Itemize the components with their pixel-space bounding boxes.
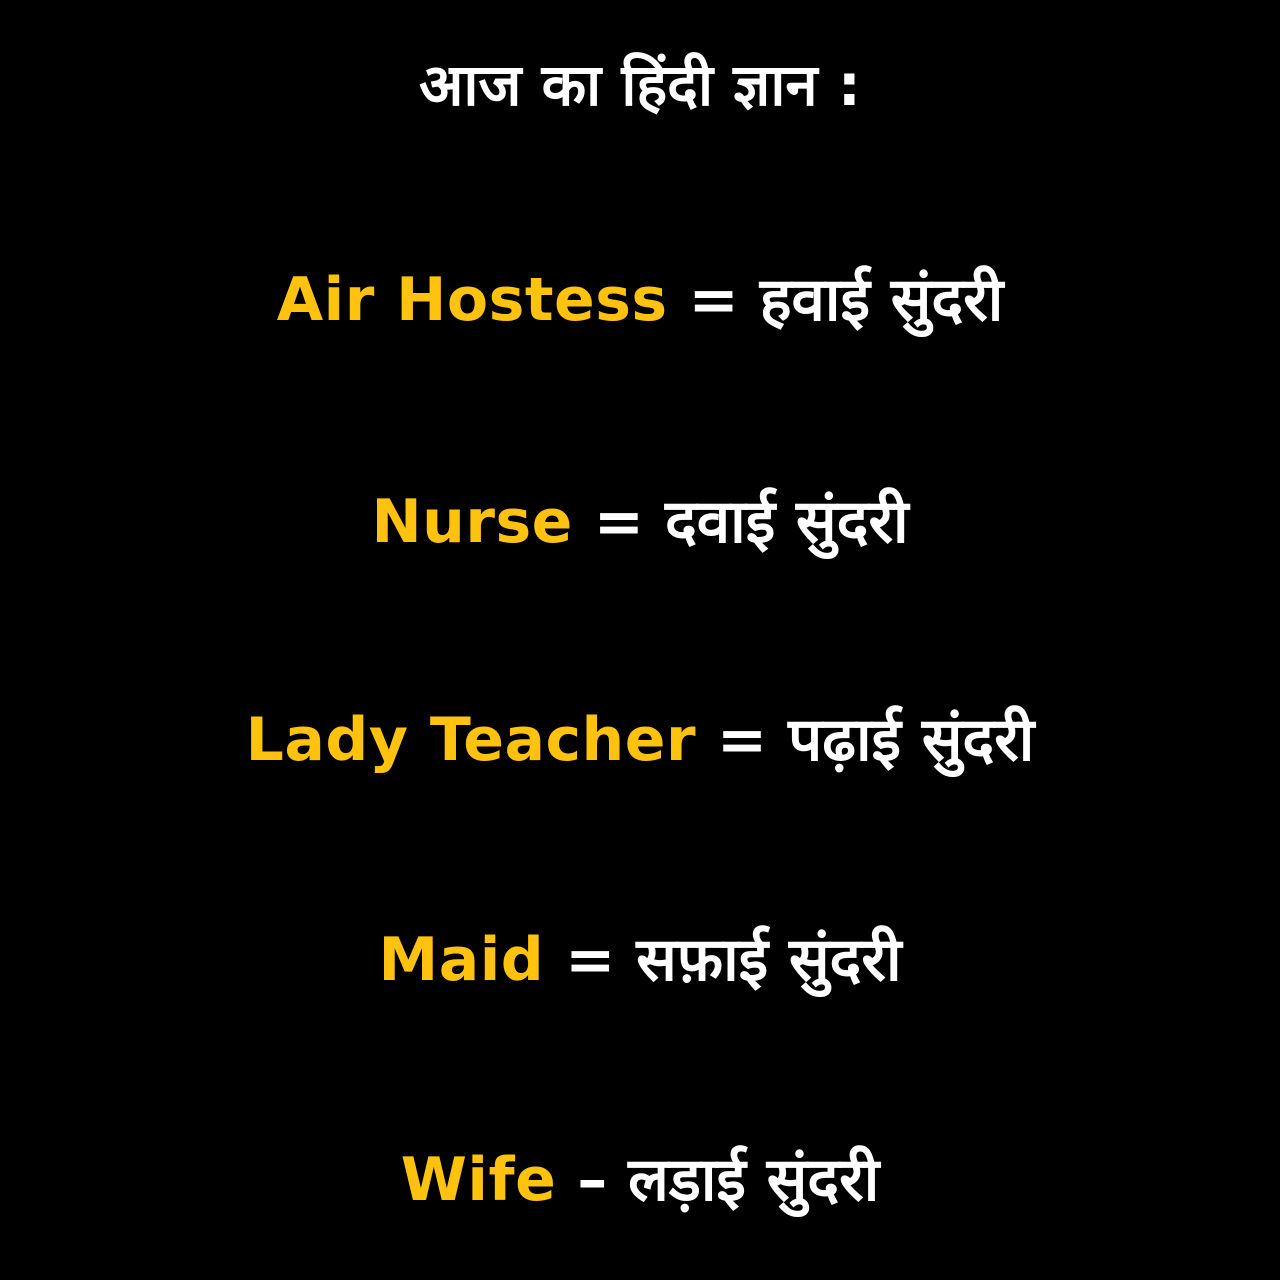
separator: = — [593, 487, 665, 557]
list-item — [0, 915, 1280, 1005]
separator: – — [577, 1145, 629, 1215]
hindi-term: दवाई सुंदरी — [664, 487, 909, 557]
list-item — [0, 477, 1280, 567]
english-term: Lady Teacher — [245, 705, 697, 775]
separator: = — [565, 925, 637, 995]
separator: = — [716, 705, 789, 775]
list-item — [0, 695, 1280, 785]
english-term: Nurse — [371, 487, 573, 557]
page-title: आज का हिंदी ज्ञान : — [419, 51, 861, 119]
hindi-term: सफ़ाई सुंदरी — [636, 925, 902, 995]
hindi-term: हवाई सुंदरी — [759, 265, 1004, 335]
list-item — [0, 255, 1280, 345]
separator: = — [688, 265, 760, 335]
hindi-term: लड़ाई सुंदरी — [628, 1145, 880, 1215]
english-term: Wife — [400, 1145, 557, 1215]
english-term: Air Hostess — [276, 265, 668, 335]
list-item — [0, 1135, 1280, 1225]
english-term: Maid — [378, 925, 545, 995]
hindi-term: पढ़ाई सुंदरी — [788, 705, 1035, 775]
